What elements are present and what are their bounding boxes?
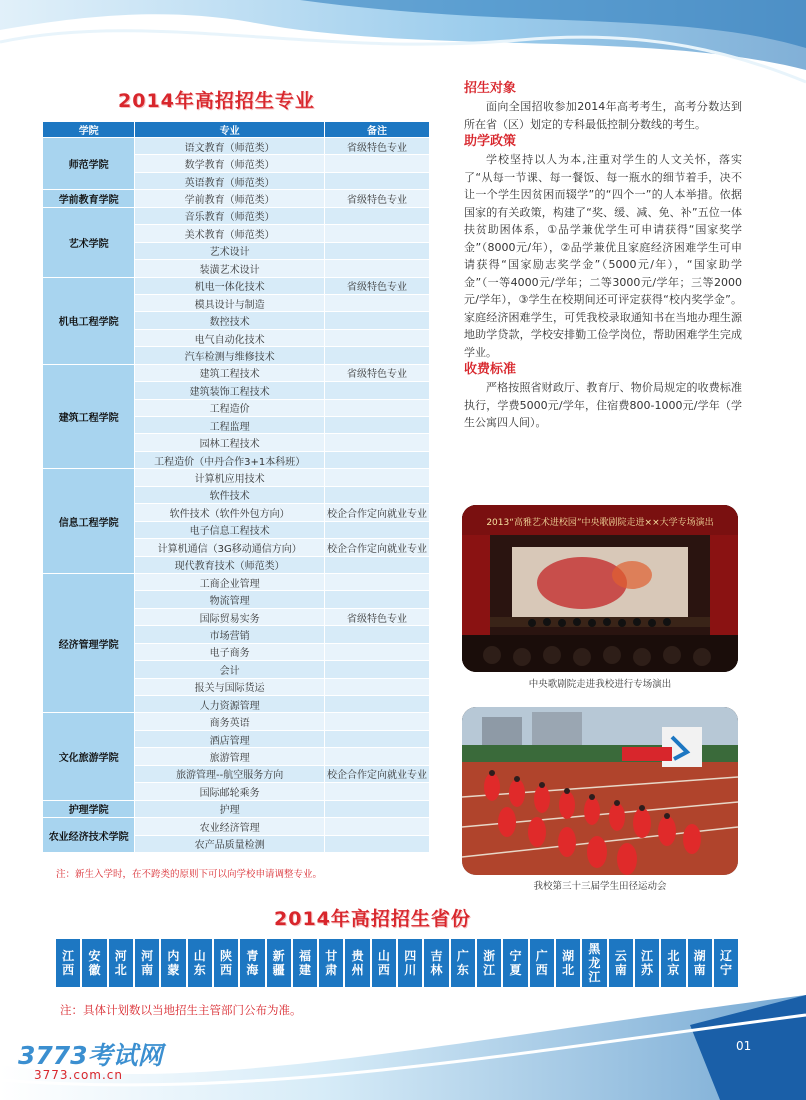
major-cell: 电气自动化技术 (135, 329, 325, 346)
college-cell: 师范学院 (43, 138, 135, 190)
province-cell: 山 东 (188, 939, 212, 987)
major-cell: 农产品质量检测 (135, 835, 325, 852)
site-watermark: 3773考试网 (18, 1041, 163, 1070)
majors-table-body (43, 138, 430, 853)
page-number: 01 (736, 1039, 752, 1053)
major-cell: 国际邮轮乘务 (135, 783, 325, 800)
province-cell: 广 东 (451, 939, 475, 987)
major-cell: 机电一体化技术 (135, 277, 325, 294)
major-cell: 建筑装饰工程技术 (135, 382, 325, 399)
note-cell: 校企合作定向就业专业 (324, 765, 429, 782)
major-cell: 语文教育（师范类） (135, 138, 325, 155)
major-cell: 工商企业管理 (135, 573, 325, 590)
major-cell: 英语教育（师范类） (135, 172, 325, 189)
major-cell: 旅游管理--航空服务方向 (135, 765, 325, 782)
major-cell: 软件技术（软件外包方向） (135, 504, 325, 521)
admission-info-column (464, 80, 742, 432)
major-cell: 数学教育（师范类） (135, 155, 325, 172)
table-row (43, 364, 430, 381)
note-cell (324, 294, 429, 311)
note-cell (324, 347, 429, 364)
province-cell: 陕 西 (214, 939, 238, 987)
fees-text: 严格按照省财政厅、教育厅、物价局规定的收费标准执行，学费5000元/学年，住宿费800-1000元/学年（学生公寓四人间）。 (464, 381, 742, 429)
note-cell (324, 626, 429, 643)
table-row (43, 573, 430, 590)
sports-meet-photo (462, 707, 738, 875)
major-cell: 音乐教育（师范类） (135, 207, 325, 224)
note-cell (324, 556, 429, 573)
note-cell (324, 835, 429, 852)
college-cell: 学前教育学院 (43, 190, 135, 207)
major-cell: 工程监理 (135, 417, 325, 434)
province-cell: 青 海 (240, 939, 264, 987)
table-row (43, 138, 430, 155)
note-cell (324, 713, 429, 730)
note-cell (324, 748, 429, 765)
note-cell (324, 225, 429, 242)
college-cell: 经济管理学院 (43, 573, 135, 713)
province-cell: 安 徽 (82, 939, 106, 987)
major-cell: 市场营销 (135, 626, 325, 643)
college-cell: 护理学院 (43, 800, 135, 817)
province-cell: 甘 肃 (319, 939, 343, 987)
table-row (43, 800, 430, 817)
major-cell: 建筑工程技术 (135, 364, 325, 381)
table-row (43, 713, 430, 730)
major-cell: 装潢艺术设计 (135, 260, 325, 277)
major-cell: 酒店管理 (135, 730, 325, 747)
major-cell: 护理 (135, 800, 325, 817)
note-cell (324, 207, 429, 224)
note-cell (324, 591, 429, 608)
province-cell: 江 苏 (635, 939, 659, 987)
major-cell: 软件技术 (135, 486, 325, 503)
table-header-row (43, 122, 430, 138)
province-cell: 浙 江 (477, 939, 501, 987)
major-cell: 现代教育技术（师范类） (135, 556, 325, 573)
province-cell: 福 建 (293, 939, 317, 987)
note-cell (324, 661, 429, 678)
note-cell (324, 469, 429, 486)
province-cell: 河 北 (109, 939, 133, 987)
note-cell (324, 818, 429, 835)
province-cell: 北 京 (661, 939, 685, 987)
site-watermark-url: 3773.com.cn (34, 1068, 123, 1082)
header-college: 学院 (43, 122, 135, 138)
college-cell: 机电工程学院 (43, 277, 135, 364)
sports-meet-caption: 我校第三十三届学生田径运动会 (533, 881, 667, 892)
major-cell: 电子信息工程技术 (135, 521, 325, 538)
concert-photo (462, 505, 738, 672)
note-cell (324, 678, 429, 695)
province-cell: 湖 北 (556, 939, 580, 987)
note-cell: 省级特色专业 (324, 138, 429, 155)
major-cell: 计算机应用技术 (135, 469, 325, 486)
note-cell (324, 800, 429, 817)
province-cell: 宁 夏 (503, 939, 527, 987)
note-cell (324, 399, 429, 416)
province-cell: 吉 林 (424, 939, 448, 987)
provinces-section-title: 2014年高招招生省份 (274, 908, 471, 930)
table-row (43, 818, 430, 835)
table-row (43, 190, 430, 207)
note-cell (324, 521, 429, 538)
note-cell (324, 155, 429, 172)
note-cell (324, 242, 429, 259)
note-cell: 校企合作定向就业专业 (324, 539, 429, 556)
major-cell: 农业经济管理 (135, 818, 325, 835)
majors-table (42, 121, 430, 853)
note-cell: 省级特色专业 (324, 190, 429, 207)
note-cell (324, 329, 429, 346)
table-row (43, 277, 430, 294)
note-cell (324, 172, 429, 189)
table-footnote: 注：新生入学时，在不跨类的原则下可以向学校申请调整专业。 (56, 869, 323, 880)
note-cell (324, 434, 429, 451)
major-cell: 美术教育（师范类） (135, 225, 325, 242)
note-cell (324, 382, 429, 399)
note-cell: 校企合作定向就业专业 (324, 504, 429, 521)
note-cell: 省级特色专业 (324, 364, 429, 381)
province-cell: 广 西 (530, 939, 554, 987)
college-cell: 文化旅游学院 (43, 713, 135, 800)
major-cell: 报关与国际货运 (135, 678, 325, 695)
note-cell (324, 417, 429, 434)
table-row (43, 469, 430, 486)
major-cell: 人力资源管理 (135, 696, 325, 713)
major-cell: 园林工程技术 (135, 434, 325, 451)
header-note: 备注 (324, 122, 429, 138)
table-row (43, 207, 430, 224)
college-cell: 信息工程学院 (43, 469, 135, 574)
note-cell (324, 312, 429, 329)
college-cell: 农业经济技术学院 (43, 818, 135, 853)
major-cell: 工程造价（中丹合作3+1本科班） (135, 451, 325, 468)
province-cell: 辽 宁 (714, 939, 738, 987)
note-cell (324, 696, 429, 713)
concert-caption: 中央歌剧院走进我校进行专场演出 (528, 679, 672, 690)
note-cell (324, 643, 429, 660)
major-cell: 计算机通信（3G移动通信方向） (135, 539, 325, 556)
province-cell: 四 川 (398, 939, 422, 987)
major-cell: 艺术设计 (135, 242, 325, 259)
target-heading: 招生对象 (464, 81, 517, 96)
major-cell: 模具设计与制造 (135, 294, 325, 311)
note-cell (324, 451, 429, 468)
province-cell: 贵 州 (345, 939, 369, 987)
aid-heading: 助学政策 (464, 134, 517, 149)
target-text: 面向全国招收参加2014年高考考生，高考分数达到所在省（区）划定的专科最低控制分数线的考生。 (464, 100, 742, 131)
note-cell (324, 486, 429, 503)
major-cell: 会计 (135, 661, 325, 678)
note-cell (324, 260, 429, 277)
major-cell: 工程造价 (135, 399, 325, 416)
province-cell: 江 西 (56, 939, 80, 987)
college-cell: 艺术学院 (43, 207, 135, 277)
note-cell (324, 573, 429, 590)
note-cell: 省级特色专业 (324, 608, 429, 625)
major-cell: 电子商务 (135, 643, 325, 660)
major-cell: 国际贸易实务 (135, 608, 325, 625)
majors-section-title: 2014年高招招生专业 (118, 90, 315, 112)
major-cell: 旅游管理 (135, 748, 325, 765)
provinces-list (56, 939, 738, 987)
province-cell: 内 蒙 (161, 939, 185, 987)
province-cell: 湖 南 (688, 939, 712, 987)
province-cell: 新 疆 (267, 939, 291, 987)
province-cell: 河 南 (135, 939, 159, 987)
province-cell: 山 西 (372, 939, 396, 987)
major-cell: 商务英语 (135, 713, 325, 730)
major-cell: 数控技术 (135, 312, 325, 329)
aid-text: 学校坚持以人为本,注重对学生的人文关怀，落实了“从每一节课、每一餐饭、每一瓶水的细节着手，决不让一个学生因贫困而辍学”的“四个一”的人本举措。依据国家的有关政策，构建了“奖、缓、减、免、补”五位一体扶贫助困体系，①品学兼优学生可申请获得“国家奖学金”（8000元/年），②品学兼优且家庭经济困难学生可申请获得“国家励志奖学金”（5000元/年），“国家助学金”（一等4000元/学年；二等3000元/学年；三等2000元/学年），③学生在校期间还可评定获得“校内奖学金”。家庭经济困难学生，可凭我校录取通知书在当地办理生源地助学贷款，学校安排勤工俭学岗位，帮助困难学生完成学业。 (464, 153, 742, 359)
major-cell: 汽车检测与维修技术 (135, 347, 325, 364)
college-cell: 建筑工程学院 (43, 364, 135, 469)
fees-heading: 收费标准 (464, 362, 517, 377)
province-cell: 云 南 (609, 939, 633, 987)
note-cell: 省级特色专业 (324, 277, 429, 294)
concert-banner: 2013“高雅艺术进校园”中央歌剧院走进××大学专场演出 (486, 518, 714, 528)
provinces-footnote: 注：具体计划数以当地招生主管部门公布为准。 (60, 1003, 302, 1017)
note-cell (324, 783, 429, 800)
major-cell: 物流管理 (135, 591, 325, 608)
note-cell (324, 730, 429, 747)
major-cell: 学前教育（师范类） (135, 190, 325, 207)
province-cell: 黑 龙 江 (582, 939, 606, 987)
header-major: 专业 (135, 122, 325, 138)
